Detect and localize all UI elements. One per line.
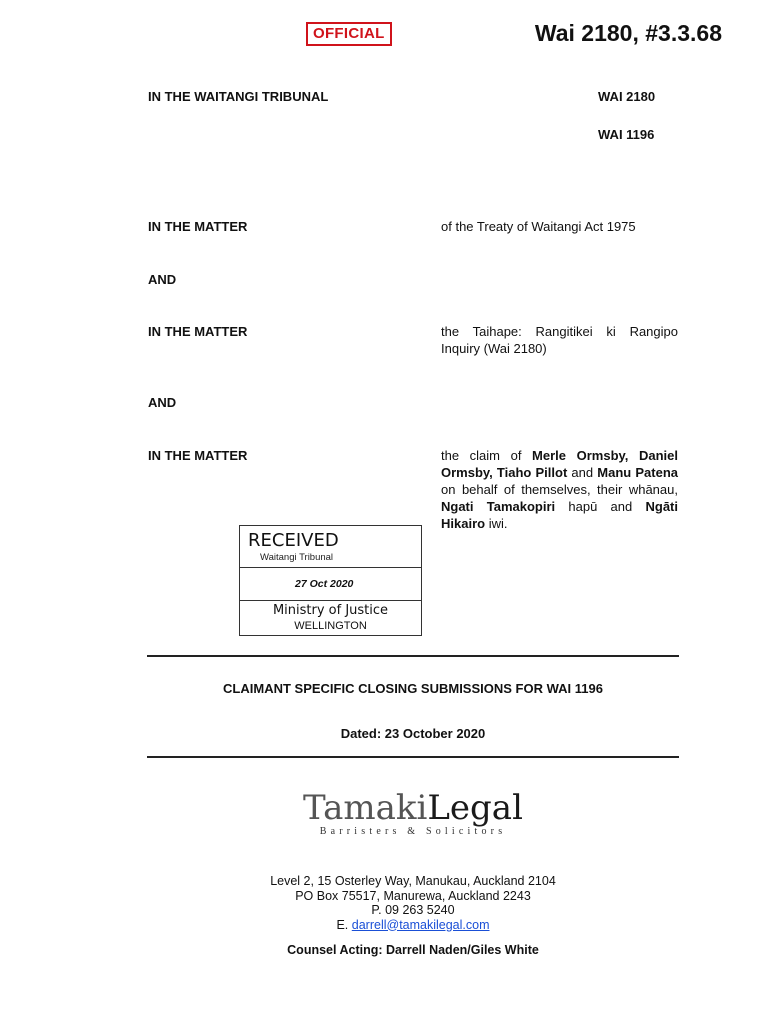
claimant-name-manu: Manu Patena — [597, 465, 678, 480]
address-line-2: PO Box 75517, Manurewa, Auckland 2243 — [295, 888, 531, 903]
document-date: Dated: 23 October 2020 — [340, 726, 486, 741]
claim-text-4: hapū and — [555, 499, 646, 514]
firm-logo-part-1: Tamaki — [303, 788, 428, 828]
court-ref-wai-2180: WAI 2180 — [598, 89, 656, 104]
divider-top — [147, 655, 679, 657]
claimant-names: Merle Ormsby, Daniel Ormsby, Tiaho Pillot — [441, 448, 678, 480]
firm-email-link[interactable]: darrell@tamakilegal.com — [351, 917, 490, 932]
document-reference: Wai 2180, #3.3.68 — [534, 20, 722, 46]
claim-text-2: and — [567, 465, 598, 480]
matter-text-2-line-1: the Taihape: Rangitikei ki Rangipo — [441, 324, 678, 339]
received-date-section — [240, 567, 421, 601]
claim-text-3: on behalf of themselves, their whānau, — [441, 482, 678, 497]
matter-text-2 — [441, 323, 678, 357]
matter-label-1: IN THE MATTER — [148, 219, 248, 234]
received-header — [240, 526, 421, 567]
matter-label-3: IN THE MATTER — [148, 448, 248, 463]
iwi-name: Ngāti Hikairo — [441, 499, 678, 531]
received-ministry-section — [240, 600, 421, 636]
and-1: AND — [148, 272, 177, 287]
firm-email-prefix: E. — [336, 917, 352, 932]
firm-email-line — [147, 918, 679, 933]
received-city: WELLINGTON — [294, 620, 367, 632]
received-date: 27 Oct 2020 — [295, 578, 354, 590]
claim-text-5: iwi. — [485, 516, 508, 531]
received-stamp — [239, 525, 422, 636]
divider-bottom — [147, 756, 679, 758]
document-title: CLAIMANT SPECIFIC CLOSING SUBMISSIONS FOR WAI 1196 — [223, 681, 603, 696]
claim-text-1: the claim of — [441, 448, 533, 463]
address-line-1: Level 2, 15 Osterley Way, Manukau, Auckland 2104 — [270, 874, 556, 888]
official-stamp: OFFICIAL — [306, 22, 392, 46]
hapu-name: Ngati Tamakopiri — [441, 499, 556, 514]
matter-text-1: of the Treaty of Waitangi Act 1975 — [441, 219, 636, 234]
claim-text — [441, 447, 678, 532]
and-2: AND — [148, 395, 177, 410]
matter-text-2-line-2: Inquiry (Wai 2180) — [441, 341, 547, 356]
firm-phone: P. 09 263 5240 — [371, 903, 455, 917]
received-title: RECEIVED — [248, 530, 339, 551]
court-name: IN THE WAITANGI TRIBUNAL — [148, 89, 329, 104]
court-ref-wai-1196: WAI 1196 — [598, 127, 655, 142]
firm-address — [147, 874, 679, 932]
received-subtitle: Waitangi Tribunal — [260, 552, 334, 563]
matter-label-2: IN THE MATTER — [148, 324, 248, 339]
received-ministry: Ministry of Justice — [272, 603, 389, 618]
counsel-acting: Counsel Acting: Darrell Naden/Giles White — [287, 943, 539, 957]
firm-logo-part-2: Legal — [427, 788, 523, 828]
firm-logo — [147, 788, 679, 828]
firm-tagline: Barristers & Solicitors — [319, 826, 507, 837]
